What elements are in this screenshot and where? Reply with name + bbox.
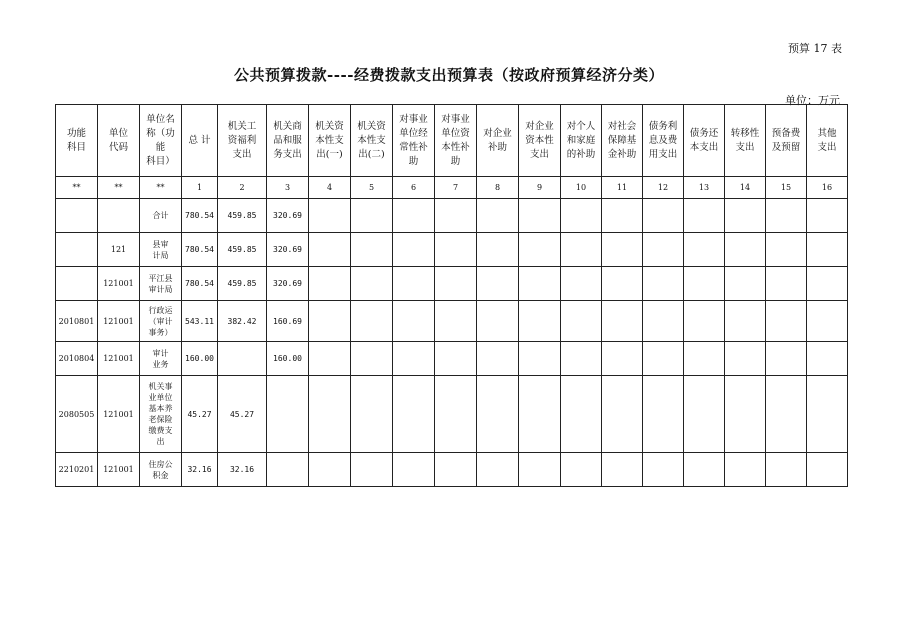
- function-code-cell: [56, 267, 98, 301]
- salary-welfare-cell: 459.85: [218, 267, 267, 301]
- column-number-15: 13: [684, 177, 725, 199]
- empty-cell: [725, 233, 766, 267]
- column-number-0: **: [56, 177, 98, 199]
- empty-cell: [309, 453, 351, 487]
- empty-cell: [643, 301, 684, 342]
- goods-services-cell: 160.00: [267, 342, 309, 376]
- empty-cell: [477, 199, 519, 233]
- empty-cell: [435, 199, 477, 233]
- column-header-4: 机关工 资福利 支出: [218, 105, 267, 177]
- empty-cell: [561, 233, 602, 267]
- table-row: [56, 199, 848, 233]
- empty-cell: [309, 301, 351, 342]
- column-number-13: 11: [602, 177, 643, 199]
- empty-cell: [561, 301, 602, 342]
- unit-name-cell: 住房公 积金: [140, 453, 182, 487]
- column-header-3: 总 计: [182, 105, 218, 177]
- empty-cell: [807, 453, 848, 487]
- salary-welfare-cell: 382.42: [218, 301, 267, 342]
- column-number-9: 7: [435, 177, 477, 199]
- empty-cell: [643, 453, 684, 487]
- empty-cell: [393, 342, 435, 376]
- document-number: 预算 17 表: [788, 42, 842, 55]
- column-number-row: [56, 177, 848, 199]
- total-cell: 45.27: [182, 376, 218, 453]
- table-body: [56, 199, 848, 487]
- column-number-11: 9: [519, 177, 561, 199]
- empty-cell: [435, 233, 477, 267]
- total-cell: 543.11: [182, 301, 218, 342]
- column-header-12: 对个人 和家庭 的补助: [561, 105, 602, 177]
- empty-cell: [643, 233, 684, 267]
- empty-cell: [684, 199, 725, 233]
- empty-cell: [309, 267, 351, 301]
- empty-cell: [766, 342, 807, 376]
- empty-cell: [766, 301, 807, 342]
- empty-cell: [602, 376, 643, 453]
- empty-cell: [807, 376, 848, 453]
- column-number-1: **: [98, 177, 140, 199]
- column-number-8: 6: [393, 177, 435, 199]
- column-number-18: 16: [807, 177, 848, 199]
- empty-cell: [684, 342, 725, 376]
- total-cell: 780.54: [182, 199, 218, 233]
- column-header-7: 机关资 本性支 出(二): [351, 105, 393, 177]
- empty-cell: [477, 267, 519, 301]
- unit-name-cell: 合计: [140, 199, 182, 233]
- empty-cell: [561, 267, 602, 301]
- empty-cell: [643, 199, 684, 233]
- empty-cell: [435, 267, 477, 301]
- table-row: [56, 233, 848, 267]
- empty-cell: [519, 267, 561, 301]
- unit-code-cell: 121001: [98, 376, 140, 453]
- unit-code-cell: 121001: [98, 267, 140, 301]
- empty-cell: [684, 233, 725, 267]
- unit-code-cell: 121001: [98, 342, 140, 376]
- empty-cell: [351, 453, 393, 487]
- empty-cell: [643, 267, 684, 301]
- column-header-10: 对企业 补助: [477, 105, 519, 177]
- table-row: [56, 342, 848, 376]
- empty-cell: [309, 376, 351, 453]
- empty-cell: [602, 453, 643, 487]
- empty-cell: [684, 301, 725, 342]
- total-cell: 780.54: [182, 267, 218, 301]
- empty-cell: [519, 453, 561, 487]
- empty-cell: [309, 199, 351, 233]
- empty-cell: [766, 267, 807, 301]
- column-header-15: 债务还 本支出: [684, 105, 725, 177]
- empty-cell: [351, 199, 393, 233]
- empty-cell: [602, 301, 643, 342]
- empty-cell: [684, 453, 725, 487]
- empty-cell: [351, 233, 393, 267]
- empty-cell: [477, 342, 519, 376]
- empty-cell: [684, 376, 725, 453]
- column-header-11: 对企业 资本性 支出: [519, 105, 561, 177]
- empty-cell: [477, 453, 519, 487]
- goods-services-cell: 320.69: [267, 233, 309, 267]
- empty-cell: [807, 301, 848, 342]
- function-code-cell: 2010801: [56, 301, 98, 342]
- table-row: [56, 301, 848, 342]
- empty-cell: [684, 267, 725, 301]
- empty-cell: [519, 199, 561, 233]
- empty-cell: [725, 453, 766, 487]
- unit-name-cell: 审计 业务: [140, 342, 182, 376]
- column-header-0: 功能 科目: [56, 105, 98, 177]
- column-header-17: 预备费 及预留: [766, 105, 807, 177]
- salary-welfare-cell: 45.27: [218, 376, 267, 453]
- header-row: [56, 105, 848, 177]
- empty-cell: [393, 199, 435, 233]
- goods-services-cell: 320.69: [267, 267, 309, 301]
- empty-cell: [519, 342, 561, 376]
- empty-cell: [393, 376, 435, 453]
- empty-cell: [561, 453, 602, 487]
- column-header-9: 对事业 单位资 本性补 助: [435, 105, 477, 177]
- unit-name-cell: 县审 计局: [140, 233, 182, 267]
- unit-code-cell: [98, 199, 140, 233]
- column-header-1: 单位 代码: [98, 105, 140, 177]
- column-number-6: 4: [309, 177, 351, 199]
- empty-cell: [435, 301, 477, 342]
- empty-cell: [807, 267, 848, 301]
- empty-cell: [602, 199, 643, 233]
- column-header-5: 机关商 品和服 务支出: [267, 105, 309, 177]
- empty-cell: [435, 342, 477, 376]
- salary-welfare-cell: [218, 342, 267, 376]
- column-number-10: 8: [477, 177, 519, 199]
- empty-cell: [766, 199, 807, 233]
- empty-cell: [393, 233, 435, 267]
- empty-cell: [643, 342, 684, 376]
- empty-cell: [435, 453, 477, 487]
- function-code-cell: 2210201: [56, 453, 98, 487]
- empty-cell: [807, 233, 848, 267]
- budget-table: [55, 104, 848, 487]
- empty-cell: [725, 267, 766, 301]
- empty-cell: [725, 301, 766, 342]
- empty-cell: [561, 376, 602, 453]
- empty-cell: [725, 342, 766, 376]
- unit-name-cell: 机关事 业单位 基本养 老保险 缴费支 出: [140, 376, 182, 453]
- unit-code-cell: 121001: [98, 453, 140, 487]
- column-header-14: 债务利 息及费 用支出: [643, 105, 684, 177]
- empty-cell: [807, 342, 848, 376]
- goods-services-cell: [267, 453, 309, 487]
- empty-cell: [477, 376, 519, 453]
- empty-cell: [766, 233, 807, 267]
- unit-name-cell: 行政运 （审计 事务）: [140, 301, 182, 342]
- total-cell: 160.00: [182, 342, 218, 376]
- unit-label: 单位：万元: [785, 94, 840, 107]
- goods-services-cell: 160.69: [267, 301, 309, 342]
- total-cell: 780.54: [182, 233, 218, 267]
- empty-cell: [351, 301, 393, 342]
- empty-cell: [393, 267, 435, 301]
- column-header-8: 对事业 单位经 常性补 助: [393, 105, 435, 177]
- column-number-16: 14: [725, 177, 766, 199]
- column-number-17: 15: [766, 177, 807, 199]
- empty-cell: [351, 342, 393, 376]
- column-number-4: 2: [218, 177, 267, 199]
- empty-cell: [643, 376, 684, 453]
- empty-cell: [602, 233, 643, 267]
- empty-cell: [766, 376, 807, 453]
- empty-cell: [519, 233, 561, 267]
- unit-code-cell: 121: [98, 233, 140, 267]
- empty-cell: [602, 267, 643, 301]
- empty-cell: [519, 301, 561, 342]
- column-number-2: **: [140, 177, 182, 199]
- empty-cell: [725, 376, 766, 453]
- page-title: 公共预算拨款----经费拨款支出预算表（按政府预算经济分类）: [234, 66, 664, 84]
- empty-cell: [807, 199, 848, 233]
- empty-cell: [309, 233, 351, 267]
- column-header-16: 转移性 支出: [725, 105, 766, 177]
- empty-cell: [477, 301, 519, 342]
- function-code-cell: [56, 199, 98, 233]
- empty-cell: [561, 199, 602, 233]
- salary-welfare-cell: 459.85: [218, 199, 267, 233]
- empty-cell: [561, 342, 602, 376]
- empty-cell: [477, 233, 519, 267]
- goods-services-cell: 320.69: [267, 199, 309, 233]
- empty-cell: [602, 342, 643, 376]
- empty-cell: [435, 376, 477, 453]
- empty-cell: [393, 301, 435, 342]
- table-row: [56, 453, 848, 487]
- table-row: [56, 267, 848, 301]
- unit-code-cell: 121001: [98, 301, 140, 342]
- column-header-13: 对社会 保障基 金补助: [602, 105, 643, 177]
- unit-name-cell: 平江县 审计局: [140, 267, 182, 301]
- empty-cell: [725, 199, 766, 233]
- function-code-cell: 2010804: [56, 342, 98, 376]
- column-number-7: 5: [351, 177, 393, 199]
- salary-welfare-cell: 32.16: [218, 453, 267, 487]
- column-number-14: 12: [643, 177, 684, 199]
- salary-welfare-cell: 459.85: [218, 233, 267, 267]
- function-code-cell: [56, 233, 98, 267]
- empty-cell: [351, 376, 393, 453]
- empty-cell: [351, 267, 393, 301]
- column-number-3: 1: [182, 177, 218, 199]
- table-row: [56, 376, 848, 453]
- empty-cell: [519, 376, 561, 453]
- column-number-5: 3: [267, 177, 309, 199]
- column-number-12: 10: [561, 177, 602, 199]
- empty-cell: [309, 342, 351, 376]
- column-header-6: 机关资 本性支 出(一): [309, 105, 351, 177]
- empty-cell: [766, 453, 807, 487]
- total-cell: 32.16: [182, 453, 218, 487]
- goods-services-cell: [267, 376, 309, 453]
- function-code-cell: 2080505: [56, 376, 98, 453]
- column-header-18: 其他 支出: [807, 105, 848, 177]
- empty-cell: [393, 453, 435, 487]
- column-header-2: 单位名 称（功 能 科目）: [140, 105, 182, 177]
